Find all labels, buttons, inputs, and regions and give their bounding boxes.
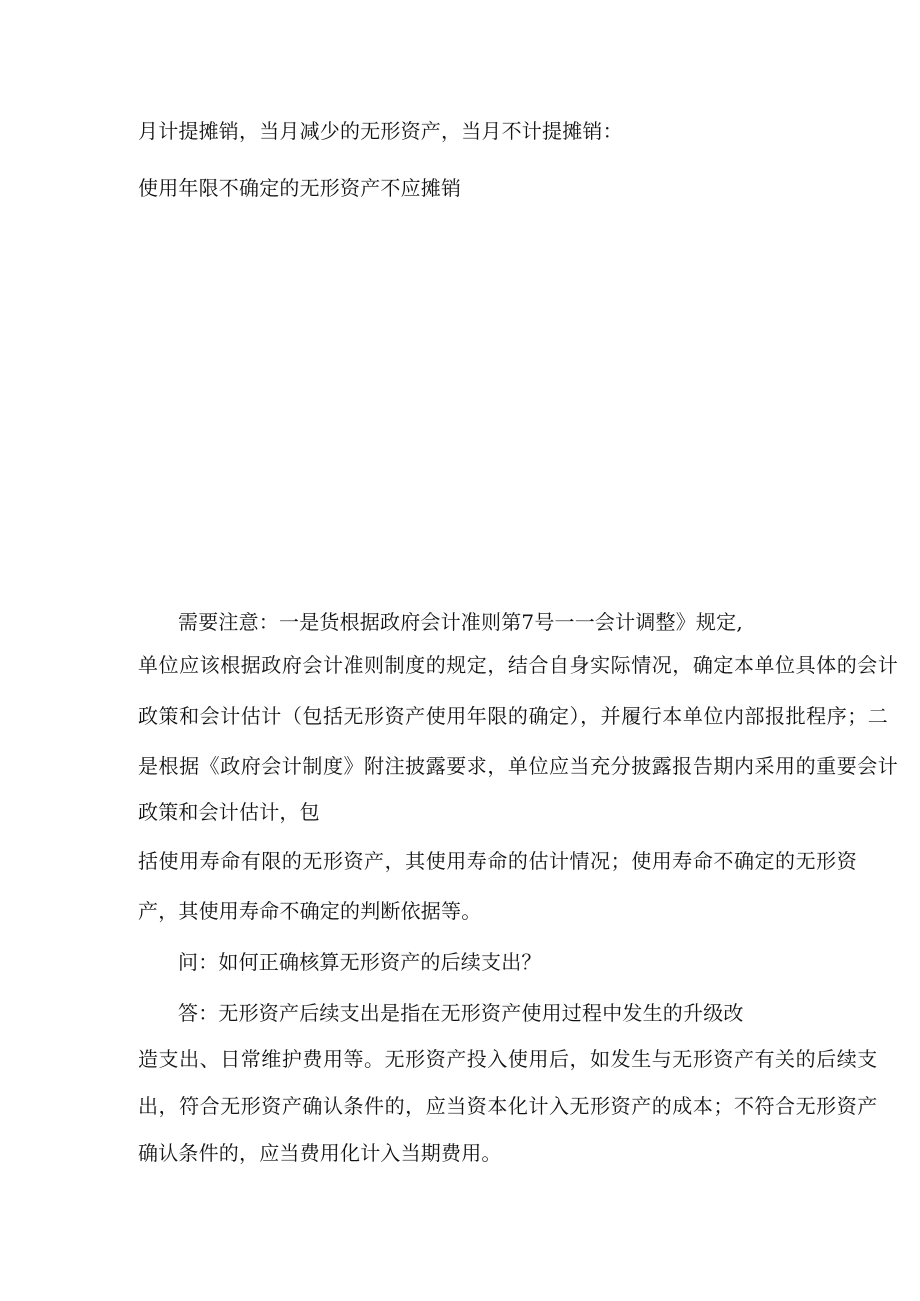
- text-line: 政策和会计估计（包括无形资产使用年限的确定），并履行本单位内部报批程序；二: [138, 704, 889, 728]
- text-line: 单位应该根据政府会计准则制度的规定，结合自身实际情况，确定本单位具体的会计: [138, 653, 899, 677]
- text-line: 是根据《政府会计制度》附注披露要求，单位应当充分披露报告期内采用的重要会计: [138, 754, 899, 778]
- text-line: 使用年限不确定的无形资产不应摊销: [138, 176, 462, 200]
- question-line: 问：如何正确核算无形资产的后续支出？: [178, 950, 542, 974]
- answer-first-line: 答：无形资产后续支出是指在无形资产使用过程中发生的升级改: [178, 1001, 744, 1025]
- text-line: 括使用寿命有限的无形资产，其使用寿命的估计情况；使用寿命不确定的无形资: [138, 849, 858, 873]
- text-line: 造支出、日常维护费用等。无形资产投入使用后，如发生与无形资产有关的后续支: [138, 1047, 878, 1071]
- text-line: 确认条件的，应当费用化计入当期费用。: [138, 1141, 502, 1165]
- note-paragraph-first-line: 需要注意：一是货根据政府会计准则第7号一一会计调整》规定,: [178, 610, 743, 634]
- text-line: 产，其使用寿命不确定的判断依据等。: [138, 899, 482, 923]
- text-line: 月计提摊销，当月减少的无形资产，当月不计提摊销：: [138, 119, 623, 143]
- text-line: 出，符合无形资产确认条件的，应当资本化计入无形资产的成本；不符合无形资产: [138, 1094, 878, 1118]
- text-line: 政策和会计估计，包: [138, 800, 320, 824]
